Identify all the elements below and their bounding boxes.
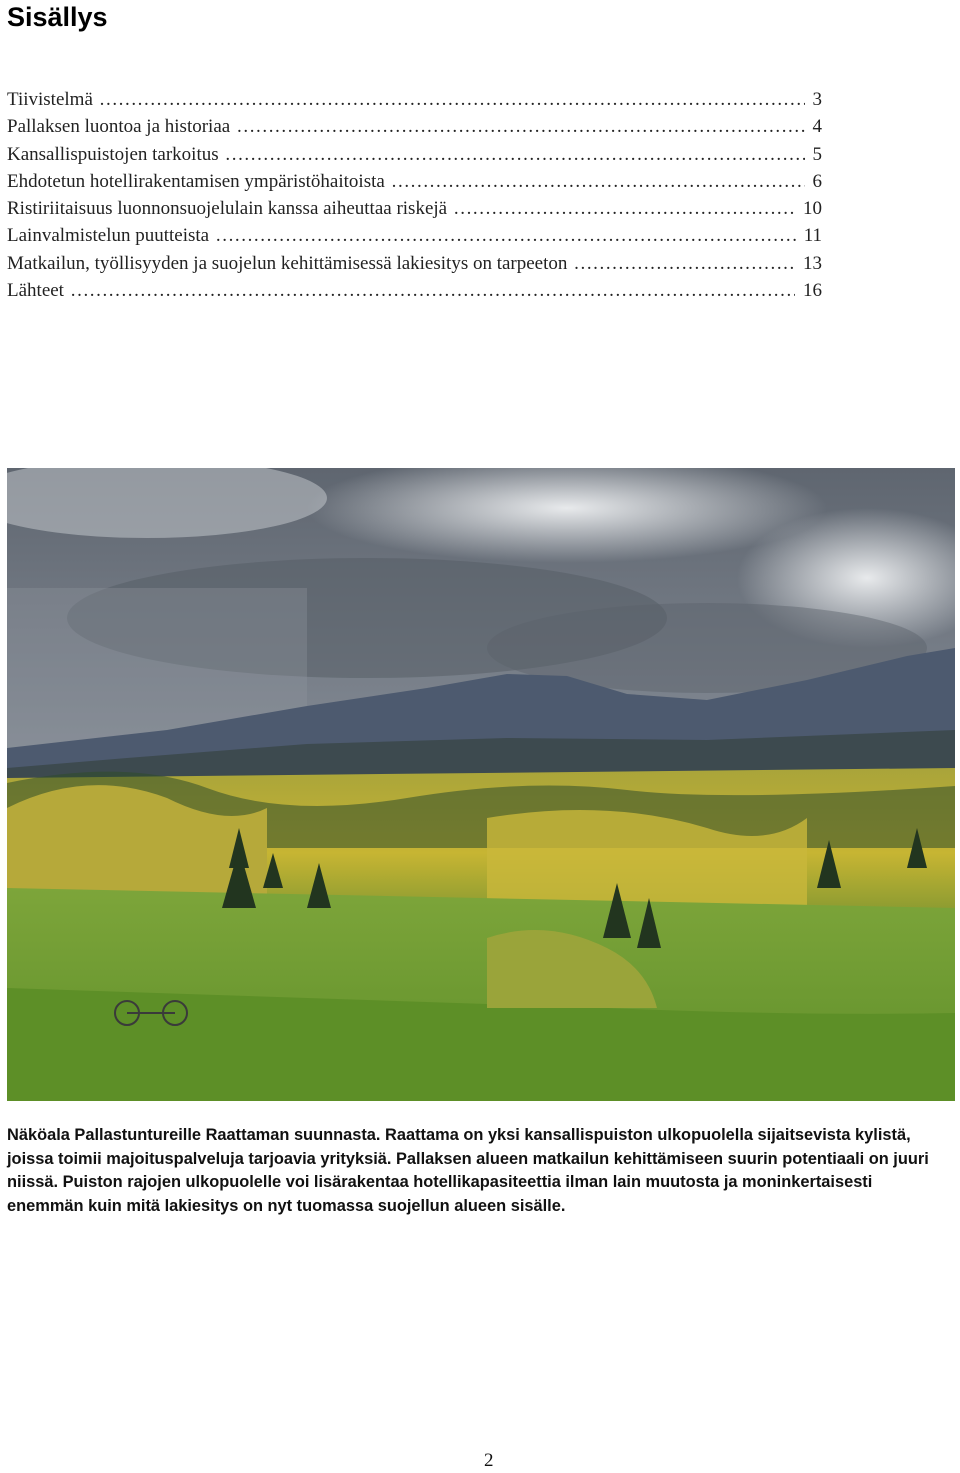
toc-dot-leader <box>215 225 796 247</box>
toc-entry-title: Pallaksen luontoa ja historiaa <box>7 116 231 138</box>
toc-entry[interactable] <box>7 171 822 198</box>
toc-entry-page: 13 <box>803 252 822 274</box>
toc-entry[interactable] <box>7 225 822 252</box>
landscape-photo <box>7 468 955 1101</box>
toc-entry-title: Tiivistelmä <box>7 89 93 110</box>
toc-dot-leader <box>70 280 795 302</box>
toc-entry[interactable] <box>7 89 822 116</box>
toc-dot-leader <box>391 171 805 193</box>
toc-entry-page: 10 <box>803 198 822 220</box>
toc-entry-page: 3 <box>812 89 822 110</box>
toc-dot-leader <box>225 144 805 166</box>
toc-entry[interactable] <box>7 253 822 280</box>
toc-entry-title: Matkailun, työllisyyden ja suojelun kehittämisessä lakiesitys on tarpeeton <box>7 252 568 274</box>
toc-entry[interactable] <box>7 280 822 307</box>
toc-entry-page: 6 <box>812 170 822 192</box>
toc-entry[interactable] <box>7 144 822 171</box>
toc-entry-page: 11 <box>803 225 822 247</box>
toc-entry-title: Lähteet <box>7 280 64 302</box>
photo-caption: Näköala Pallastuntureille Raattaman suunnasta. Raattama on yksi kansallispuiston ulkopuolella sijaitsevista kylistä, joissa toimii majoituspalveluja tarjoavia yrityksiä. Pallaksen alueen matkailun kehittämiseen suurin potentiaali on juuri niissä. Puiston rajojen ulkopuolelle voi lisärakentaa hotellikapasiteettia ilman lain muutosta ja moninkertaisesti enemmän kuin mitä lakiesitys on nyt tuomassa suojellun alueen sisälle. <box>7 1126 929 1216</box>
toc-dot-leader <box>99 89 805 111</box>
toc-entry-page: 4 <box>812 116 822 138</box>
table-of-contents <box>7 89 822 307</box>
toc-entry-title: Kansallispuistojen tarkoitus <box>7 143 219 165</box>
page-number: 2 <box>484 1450 494 1471</box>
toc-dot-leader <box>453 198 795 220</box>
toc-entry[interactable] <box>7 198 822 225</box>
toc-entry[interactable] <box>7 116 822 143</box>
toc-entry-page: 16 <box>803 280 822 302</box>
toc-entry-title: Ristiriitaisuus luonnonsuojelulain kanssa aiheuttaa riskejä <box>7 198 448 220</box>
toc-entry-title: Ehdotetun hotellirakentamisen ympäristöhaitoista <box>7 170 385 192</box>
toc-dot-leader <box>236 116 804 138</box>
page-heading: Sisällys <box>7 2 108 32</box>
toc-entry-page: 5 <box>812 143 822 165</box>
toc-dot-leader <box>573 253 795 275</box>
toc-entry-title: Lainvalmistelun puutteista <box>7 225 210 247</box>
